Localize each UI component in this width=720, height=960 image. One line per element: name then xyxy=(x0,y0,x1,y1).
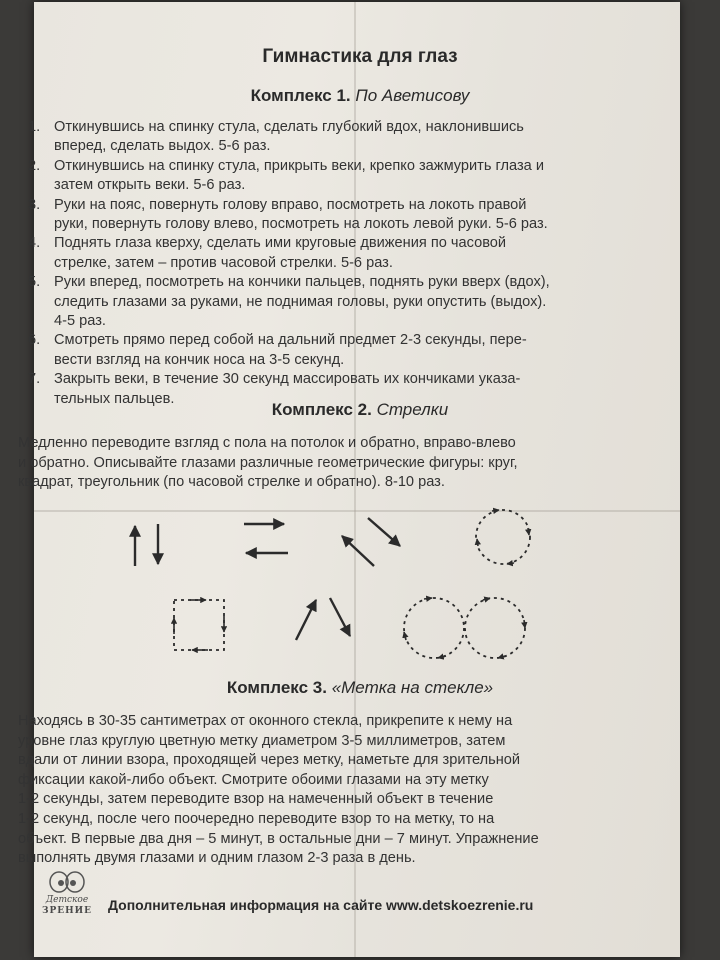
text-line: объект. В первые два дня – 5 минут, в остальные дни – 7 минут. Упражнение xyxy=(18,830,539,847)
item-line: 4-5 раз. xyxy=(54,313,106,330)
item-line: Смотреть прямо перед собой на дальний предмет 2-3 секунды, пере- xyxy=(54,332,527,349)
item-line: затем открыть веки. 5-6 раз. xyxy=(54,177,246,194)
text-line: выполнять двумя глазами и одним глазом 2-3 раза в день. xyxy=(18,850,416,867)
text-line: Находясь в 30-35 сантиметрах от оконного стекла, прикрепите к нему на xyxy=(18,713,513,729)
horizontal-arrows-figure xyxy=(244,524,288,553)
item-number: 7. xyxy=(28,371,41,388)
item-line: стрелке, затем – против часовой стрелки. 5-6 раз. xyxy=(54,254,393,271)
item-number: 5. xyxy=(28,274,41,291)
infinity-figure xyxy=(404,598,525,658)
item-number: 3. xyxy=(28,196,41,213)
item-number: 1. xyxy=(28,119,41,135)
item-line: Закрыть веки, в течение 30 секунд массировать их кончиками указа- xyxy=(54,371,521,388)
text-line: 1-2 секунды, затем переводите взор на намеченный объект в течение xyxy=(18,791,494,808)
eyes-logo-icon xyxy=(42,866,92,896)
diagonal-arrows-figure xyxy=(342,518,400,566)
text-line: 1-2 секунд, после чего поочередно переводите взор то на метку, то на xyxy=(18,810,495,827)
arrow-diagonal-down xyxy=(368,518,400,546)
item-number: 6. xyxy=(28,332,41,349)
complex2-subtitle: Стрелки xyxy=(376,400,449,419)
text-line: и обратно. Описывайте глазами различные геометрические фигуры: круг, xyxy=(18,454,518,471)
text-line: квадрат, треугольник (по часовой стрелке и обратно). 8-10 раз. xyxy=(18,474,445,491)
item-number: 4. xyxy=(28,235,41,252)
dashed-circle xyxy=(476,510,530,564)
page-title: Гимнастика для глаз xyxy=(262,46,458,67)
dashed-loop-left xyxy=(404,598,464,658)
text-line: Медленно переводите взгляд с пола на потолок и обратно, вправо-влево xyxy=(18,435,516,451)
triangle-figure xyxy=(296,598,350,640)
dashed-square xyxy=(174,600,224,650)
footer-text: Дополнительная информация на сайте www.detskoezrenie.ru xyxy=(108,897,534,913)
item-line: Руки на пояс, повернуть голову вправо, посмотреть на локоть правой xyxy=(54,196,527,213)
text-line: вдали от линии взора, проходящей через метку, наметьте для зрительной xyxy=(18,752,521,769)
complex1-subtitle: По Аветисову xyxy=(355,86,470,105)
item-number: 2. xyxy=(28,157,41,174)
dashed-loop-right xyxy=(465,598,525,658)
text-line: фиксации какой-либо объект. Смотрите обоими глазами на эту метку xyxy=(18,771,489,788)
item-line: Откинувшись на спинку стула, прикрыть веки, крепко зажмурить глаза и xyxy=(54,157,544,174)
triangle-arrow-left xyxy=(296,600,316,640)
text-line: уровне глаз круглую цветную метку диаметром 3-5 миллиметров, затем xyxy=(18,732,506,749)
complex3-label: Комплекс 3. xyxy=(226,678,327,697)
complex2-label: Комплекс 2. xyxy=(271,400,372,419)
item-line: следить глазами за руками, не поднимая головы, руки опустить (выдох). xyxy=(54,293,547,310)
square-arrows xyxy=(174,600,224,650)
item-line: вперед, сделать выдох. 5-6 раз. xyxy=(54,138,271,155)
logo-line1: Детское xyxy=(45,895,89,905)
vertical-arrows-figure xyxy=(135,524,158,566)
logo xyxy=(42,866,92,918)
square-figure xyxy=(174,600,224,650)
item-line: Поднять глаза кверху, сделать ими круговые движения по часовой xyxy=(54,235,507,252)
item-line: руки, повернуть голову влево, посмотреть на локоть левой руки. 5-6 раз. xyxy=(54,216,548,233)
complex3-heading xyxy=(0,678,720,698)
arrow-diagonal-up xyxy=(342,536,374,566)
item-line: тельных пальцев. xyxy=(54,390,175,407)
triangle-arrow-right xyxy=(330,598,350,636)
complex3-subtitle: «Метка на стекле» xyxy=(331,678,494,697)
item-line: Руки вперед, посмотреть на кончики пальцев, поднять руки вверх (вдох), xyxy=(54,274,550,291)
complex3-text xyxy=(18,712,626,869)
circle-figure xyxy=(476,510,530,564)
complex1-label: Комплекс 1. xyxy=(250,86,351,105)
item-line: вести взгляд на кончик носа на 3-5 секунд. xyxy=(54,351,345,368)
logo-line2: ЗРЕНИЕ xyxy=(42,906,92,916)
item-line: Откинувшись на спинку стула, сделать глубокий вдох, наклонившись xyxy=(54,119,524,135)
